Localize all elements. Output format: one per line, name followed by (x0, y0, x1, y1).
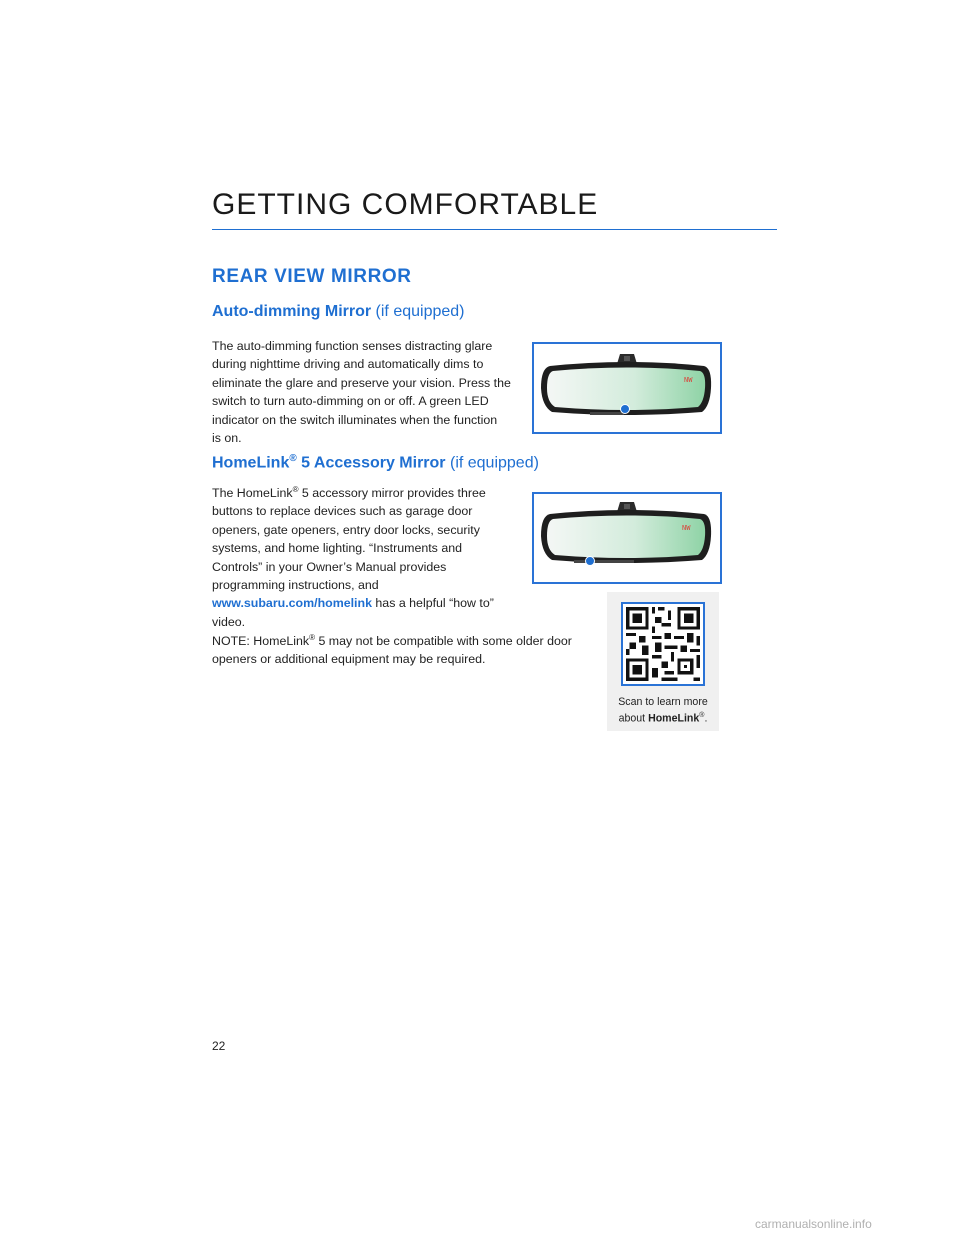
paragraph-line: video. (212, 614, 246, 629)
page-number: 22 (212, 1039, 226, 1053)
auto-dimming-qualifier: (if equipped) (375, 303, 465, 320)
paragraph-line: The auto-dimming function senses distracting glare (212, 339, 493, 353)
auto-dimming-paragraph (212, 337, 511, 447)
paragraph-line: during nighttime driving and automatically dims to (212, 357, 484, 372)
paragraph-line: eliminate the glare and preserve your vision. Press the (212, 375, 511, 390)
registered-mark: ® (699, 712, 705, 719)
paragraph-line: The HomeLink (212, 486, 293, 500)
homelink-url-link[interactable]: www.subaru.com/homelink (212, 596, 372, 611)
registered-mark: ® (292, 484, 299, 494)
qr-caption-line1: Scan to learn more (618, 696, 708, 708)
paragraph-line: 5 accessory mirror provides three (298, 486, 486, 500)
homelink-mirror-image (532, 492, 722, 584)
qr-caption (607, 696, 719, 726)
homelink-note (212, 632, 572, 669)
paragraph-line: has a helpful “how to” (371, 596, 494, 611)
registered-mark: ® (289, 453, 297, 464)
homelink-qualifier: (if equipped) (449, 454, 539, 472)
watermark: carmanualsonline.info (755, 1217, 872, 1231)
paragraph-line: switch to turn auto-dimming on or off. A green LED (212, 394, 489, 409)
compass-display: NW (684, 376, 693, 384)
note-text: openers or additional equipment may be required. (212, 652, 486, 667)
paragraph-line: systems, and home lighting. “Instruments and (212, 541, 462, 556)
paragraph-line: buttons to replace devices such as garage door (212, 504, 473, 519)
paragraph-line: programming instructions, and (212, 578, 379, 593)
homelink-heading-brand: HomeLink (212, 454, 290, 472)
note-text: 5 may not be compatible with some older door (315, 634, 572, 648)
paragraph-line: Controls” in your Owner’s Manual provides (212, 559, 447, 574)
qr-caption-about: about (618, 712, 649, 725)
qr-caption-end: . (704, 712, 708, 725)
note-text: NOTE: HomeLink (212, 634, 310, 648)
qr-code[interactable] (621, 602, 705, 686)
compass-display: NW (682, 524, 691, 532)
paragraph-line: openers, gate openers, entry door locks, security (212, 522, 480, 537)
paragraph-line: is on. (212, 431, 242, 446)
auto-dimming-mirror-image (532, 342, 722, 434)
registered-mark: ® (309, 632, 315, 642)
auto-dimming-heading-text: Auto-dimming Mirror (212, 303, 372, 320)
homelink-heading-rest: 5 Accessory Mirror (296, 454, 446, 472)
section-title: GETTING COMFORTABLE (212, 188, 599, 221)
qr-caption-brand: HomeLink (648, 712, 700, 725)
homelink-heading (212, 453, 539, 472)
homelink-paragraph (212, 484, 494, 631)
section-divider (212, 229, 777, 230)
auto-dimming-heading (212, 303, 465, 321)
page-title: REAR VIEW MIRROR (212, 266, 412, 287)
qr-code-card (607, 592, 719, 731)
paragraph-line: indicator on the switch illuminates when the function (212, 412, 498, 427)
